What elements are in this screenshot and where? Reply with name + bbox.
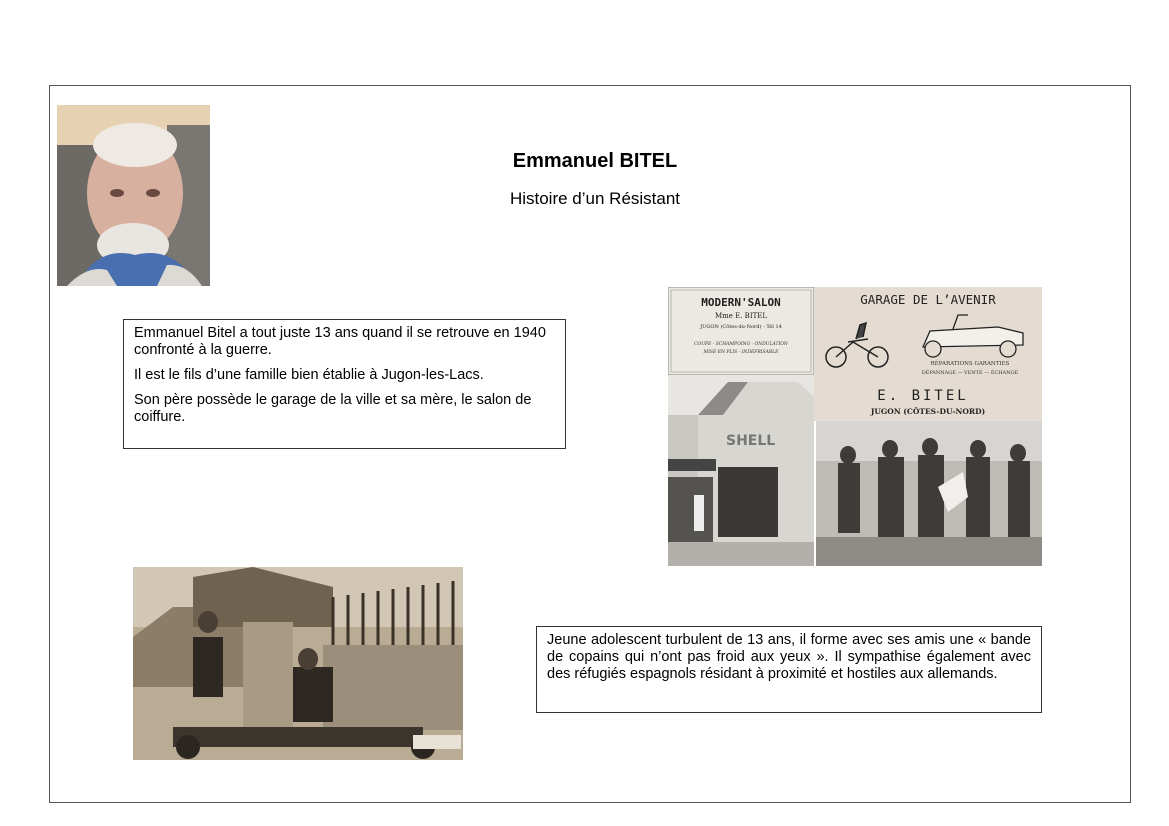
youth-paragraph: Jeune adolescent turbulent de 13 ans, il forme avec ses amis une « bande de copains qui n’ont pas froid aux yeux ». Il sympathise également avec des réfugiés espagnols résidant à proximité et hostiles aux allemands. [547, 632, 1031, 682]
garage-line-2: DÉPANNAGE — VENTE — ÉCHANGE [921, 370, 1019, 376]
garage-line-1: RÉPARATIONS GARANTIES [930, 361, 1010, 367]
garage-heading: GARAGE DE L’AVENIR [860, 292, 996, 307]
intro-paragraph: Son père possède le garage de la ville et sa mère, le salon de coiffure. [134, 392, 532, 425]
garage-owner-name: E. BITEL [877, 388, 969, 404]
intro-paragraph: Emmanuel Bitel a tout juste 13 ans quand il se retrouve en 1940 confronté à la guerre. [134, 325, 546, 358]
page-title: Emmanuel BITEL [512, 150, 678, 172]
intro-text-box [123, 319, 566, 449]
crowd-photo [816, 421, 1042, 566]
salon-name: MODERN'SALON [701, 296, 781, 309]
salon-address: JUGON (Côtes-du-Nord) - Tél 14 [700, 324, 782, 330]
intro-paragraph: Il est le fils d’une famille bien établie à Jugon-les-Lacs. [134, 367, 484, 383]
shop-sign: SHELL [726, 433, 776, 449]
salon-services: COUPE - SCHAMPOING - ONDULATION [694, 342, 788, 347]
salon-services-2: MISE EN PLIS - INDÉFRISABLE [703, 350, 779, 355]
page-subtitle: Histoire d’un Résistant [509, 189, 681, 208]
portrait-photo [57, 105, 210, 286]
shop-building-photo [668, 375, 814, 566]
garage-business-card [814, 287, 1042, 421]
wooden-car-photo [133, 567, 463, 760]
salon-business-card [668, 287, 814, 375]
youth-text-box [536, 626, 1042, 713]
family-business-collage [668, 287, 1042, 566]
garage-town: JUGON (CÔTES-DU-NORD) [870, 407, 986, 416]
salon-owner: Mme E. BITEL [714, 312, 768, 320]
